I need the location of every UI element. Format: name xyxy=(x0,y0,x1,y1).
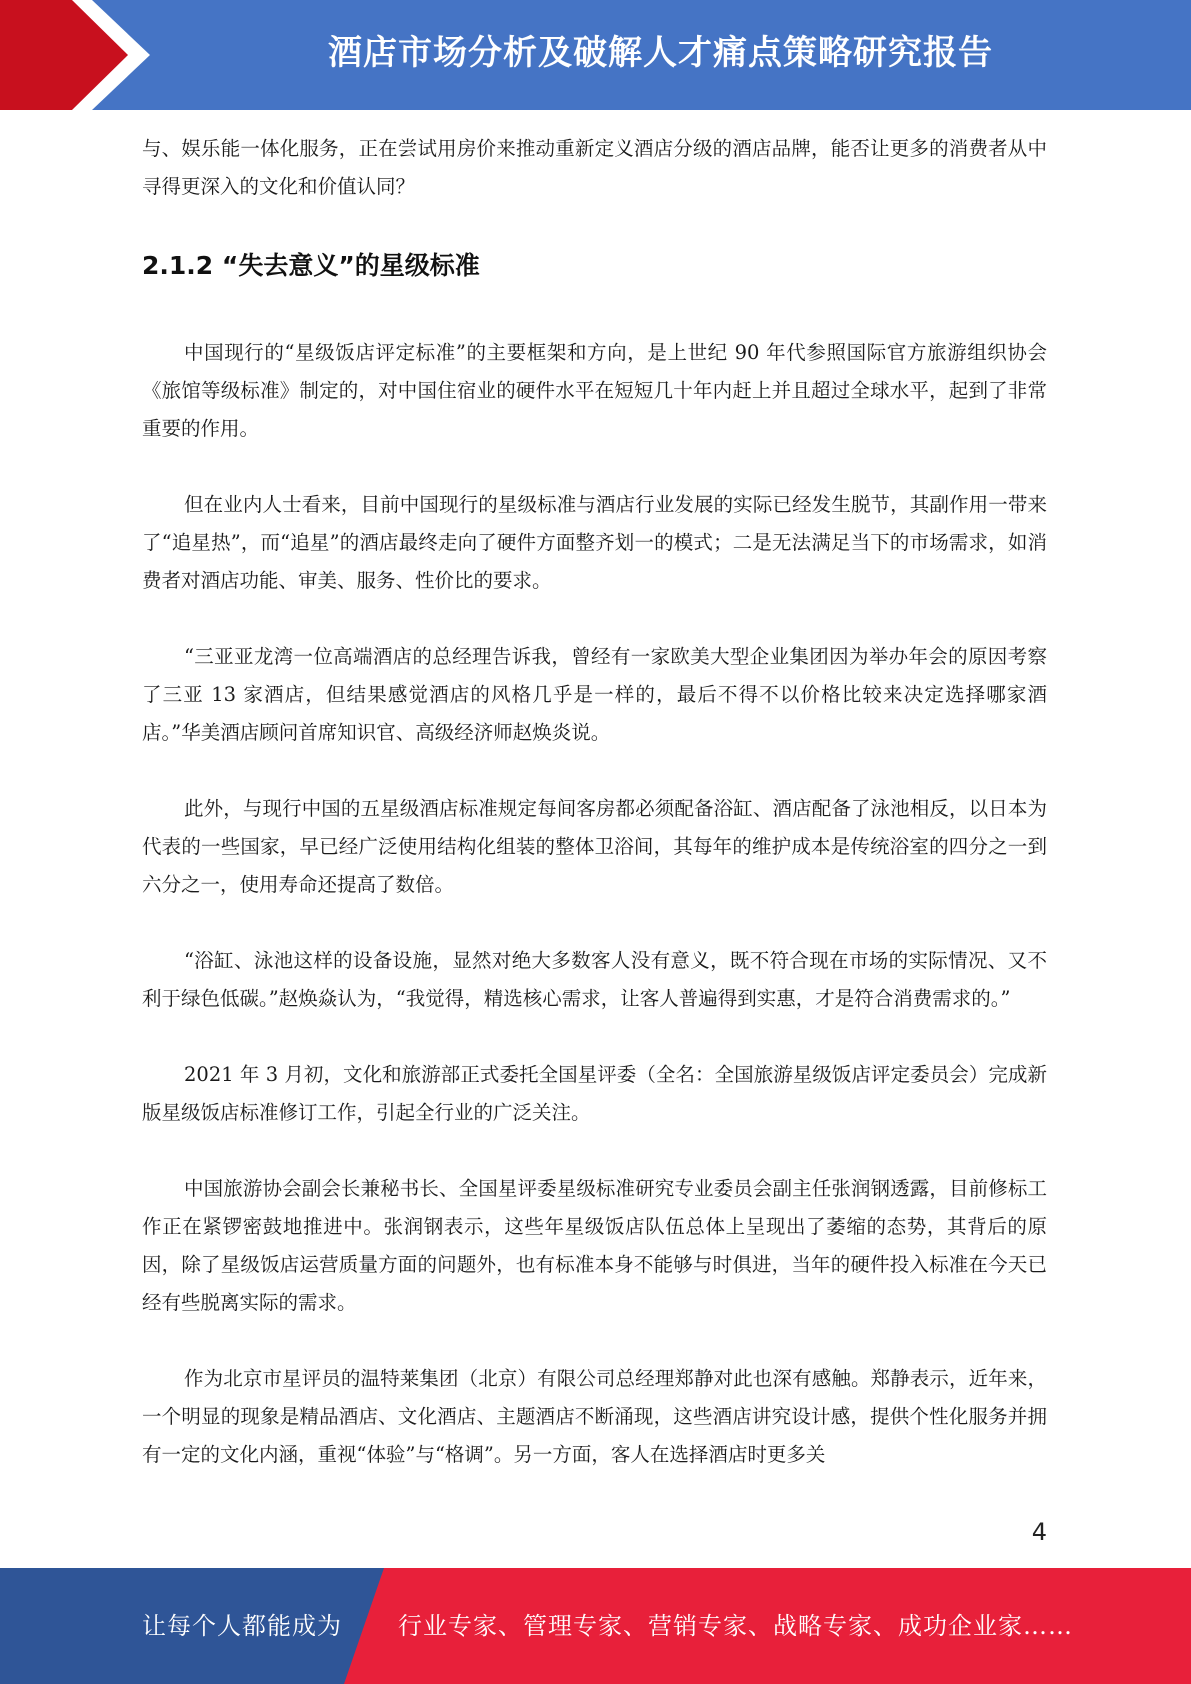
paragraph-japan-comparison: 此外，与现行中国的五星级酒店标准规定每间客房都必须配备浴缸、酒店配备了泳池相反，以日本为代表的一些国家，早已经广泛使用结构化组装的整体卫浴间，其每年的维护成本是传统浴室的四分之一到六分之一，使用寿命还提高了数倍。 xyxy=(142,797,1047,896)
page-header xyxy=(0,0,1191,110)
page-footer xyxy=(0,1568,1191,1684)
page-number: 4 xyxy=(1031,1518,1047,1546)
opening-paragraph: 与、娱乐能一体化服务，正在尝试用房价来推动重新定义酒店分级的酒店品牌，能否让更多的消费者从中寻得更深入的文化和价值认同？ xyxy=(142,137,1047,198)
paragraph-2021-revision: 2021 年 3 月初，文化和旅游部正式委托全国星评委（全名：全国旅游星级饭店评定委员会）完成新版星级饭店标准修订工作，引起全行业的广泛关注。 xyxy=(142,1063,1047,1124)
footer-slogan-right: 行业专家、管理专家、营销专家、战略专家、成功企业家…… xyxy=(398,1612,1073,1640)
paragraph-zhang-rungang: 中国旅游协会副会长兼秘书长、全国星评委星级标准研究专业委员会副主任张润钢透露，目前修标工作正在紧锣密鼓地推进中。张润钢表示，这些年星级饭店队伍总体上呈现出了萎缩的态势，其背后的原因，除了星级饭店运营质量方面的问题外，也有标准本身不能够与时俱进，当年的硬件投入标准在今天已经有些脱离实际的需求。 xyxy=(142,1177,1047,1314)
footer-slogan-left: 让每个人都能成为 xyxy=(142,1612,342,1640)
paragraph-industry-disconnect: 但在业内人士看来，目前中国现行的星级标准与酒店行业发展的实际已经发生脱节，其副作用一带来了“追星热”，而“追星”的酒店最终走向了硬件方面整齐划一的模式；二是无法满足当下的市场需求，如消费者对酒店功能、审美、服务、性价比的要求。 xyxy=(142,493,1047,592)
document-title: 酒店市场分析及破解人才痛点策略研究报告 xyxy=(328,33,993,73)
paragraph-zheng-jing: 作为北京市星评员的温特莱集团（北京）有限公司总经理郑静对此也深有感触。郑静表示，近年来，一个明显的现象是精品酒店、文化酒店、主题酒店不断涌现，这些酒店讲究设计感，提供个性化服务并拥有一定的文化内涵，重视“体验”与“格调”。另一方面，客人在选择酒店时更多关 xyxy=(142,1367,1047,1466)
paragraph-sanya-quote: “三亚亚龙湾一位高端酒店的总经理告诉我，曾经有一家欧美大型企业集团因为举办年会的原因考察了三亚 13 家酒店，但结果感觉酒店的风格几乎是一样的，最后不得不以价格比较来决定选择哪家酒店。”华美酒店顾问首席知识官、高级经济师赵焕炎说。 xyxy=(142,645,1047,744)
paragraph-star-standard-origin: 中国现行的“星级饭店评定标准”的主要框架和方向，是上世纪 90 年代参照国际官方旅游组织协会《旅馆等级标准》制定的，对中国住宿业的硬件水平在短短几十年内赶上并且超过全球水平，起到了非常重要的作用。 xyxy=(142,341,1047,440)
page-content xyxy=(142,130,1047,1512)
paragraph-bathtub-quote: “浴缸、泳池这样的设备设施，显然对绝大多数客人没有意义，既不符合现在市场的实际情况、又不利于绿色低碳。”赵焕焱认为，“我觉得，精选核心需求，让客人普遍得到实惠，才是符合消费需求的。” xyxy=(142,949,1047,1010)
section-heading: 2.1.2 “失去意义”的星级标准 xyxy=(142,251,480,280)
